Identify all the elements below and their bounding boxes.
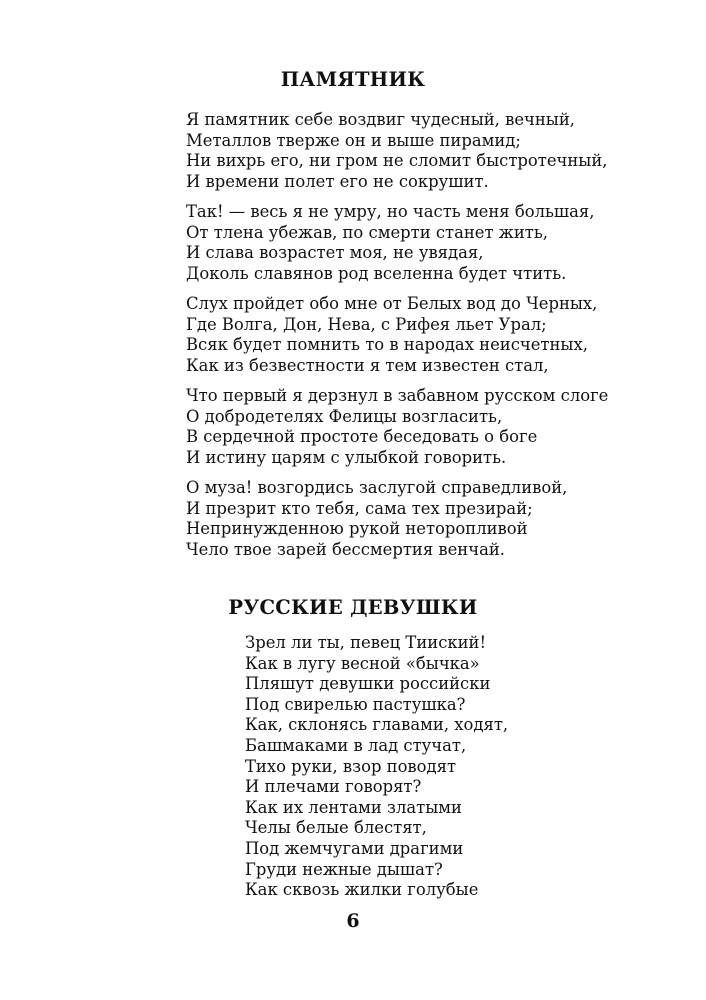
verse-line: О муза! возгордись заслугой справедливой,	[186, 478, 568, 497]
poem-title-russkie-devushki: РУССКИЕ ДЕВУШКИ	[228, 596, 478, 619]
verse-line: Как их лентами златыми	[245, 797, 462, 817]
verse-line: И времени полет его не сокрушит.	[186, 171, 489, 191]
verse-line: Непринужденною рукой неторопливой	[186, 519, 528, 538]
stanza-5	[186, 478, 608, 560]
verse-line: Что первый я дерзнул в забавном русском слоге	[186, 386, 609, 405]
verse-line: Тихо руки, взор поводят	[245, 756, 457, 776]
verse-line: Груди нежные дышат?	[245, 859, 443, 879]
verse-line: Доколь славянов род вселенна будет чтить.	[186, 263, 567, 283]
verse-line: Как в лугу весной «бычка»	[245, 653, 480, 673]
verse-line: От тлена убежав, по смерти станет жить,	[186, 222, 548, 242]
stanza-2	[186, 202, 608, 284]
page-number: 6	[346, 910, 360, 932]
verse-line: Я памятник себе воздвиг чудесный, вечный,	[186, 110, 575, 129]
verse-line: Чело твое зарей бессмертия венчай.	[186, 539, 505, 559]
poem-title-pamyatnik: ПАМЯТНИК	[280, 68, 426, 91]
verse-line: Под свирелью пастушка?	[245, 694, 466, 714]
verse-line: Всяк будет помнить то в народах неисчетных,	[186, 335, 588, 354]
verse-line: Челы белые блестят,	[245, 818, 427, 838]
verse-line: Металлов тверже он и выше пирамид;	[186, 130, 521, 150]
verse-line: И плечами говорят?	[245, 777, 422, 797]
stanza-1	[186, 110, 608, 192]
verse-line: Где Волга, Дон, Нева, с Рифея льет Урал;	[186, 314, 547, 334]
verse-line: В сердечной простоте беседовать о боге	[186, 427, 538, 446]
verse-line: И презрит кто тебя, сама тех презирай;	[186, 498, 533, 518]
verse-line: Так! — весь я не умру, но часть меня большая,	[186, 202, 595, 221]
stanza-3	[186, 294, 608, 376]
verse-line: Слух пройдет обо мне от Белых вод до Черных,	[186, 294, 598, 313]
verse-line: Пляшут девушки российски	[245, 674, 491, 694]
verse-line: О добродетелях Фелицы возгласить,	[186, 406, 503, 426]
verse-line: Как сквозь жилки голубые	[245, 880, 479, 900]
verse-line: И истину царям с улыбкой говорить.	[186, 447, 507, 467]
verse-line: И слава возрастет моя, не увядая,	[186, 243, 484, 262]
verse-line: Башмаками в лад стучат,	[245, 735, 467, 755]
verse-line: Зрел ли ты, певец Тииский!	[245, 633, 487, 652]
poem-pamyatnik	[186, 110, 608, 560]
stanza-4	[186, 386, 608, 468]
poem-russkie-devushki	[245, 633, 508, 901]
verse-line: Как, склонясь главами, ходят,	[245, 715, 509, 735]
verse-line: Под жемчугами драгими	[245, 838, 464, 858]
verse-line: Как из безвестности я тем известен стал,	[186, 355, 549, 375]
verse-line: Ни вихрь его, ни гром не сломит быстротечный,	[186, 151, 608, 170]
